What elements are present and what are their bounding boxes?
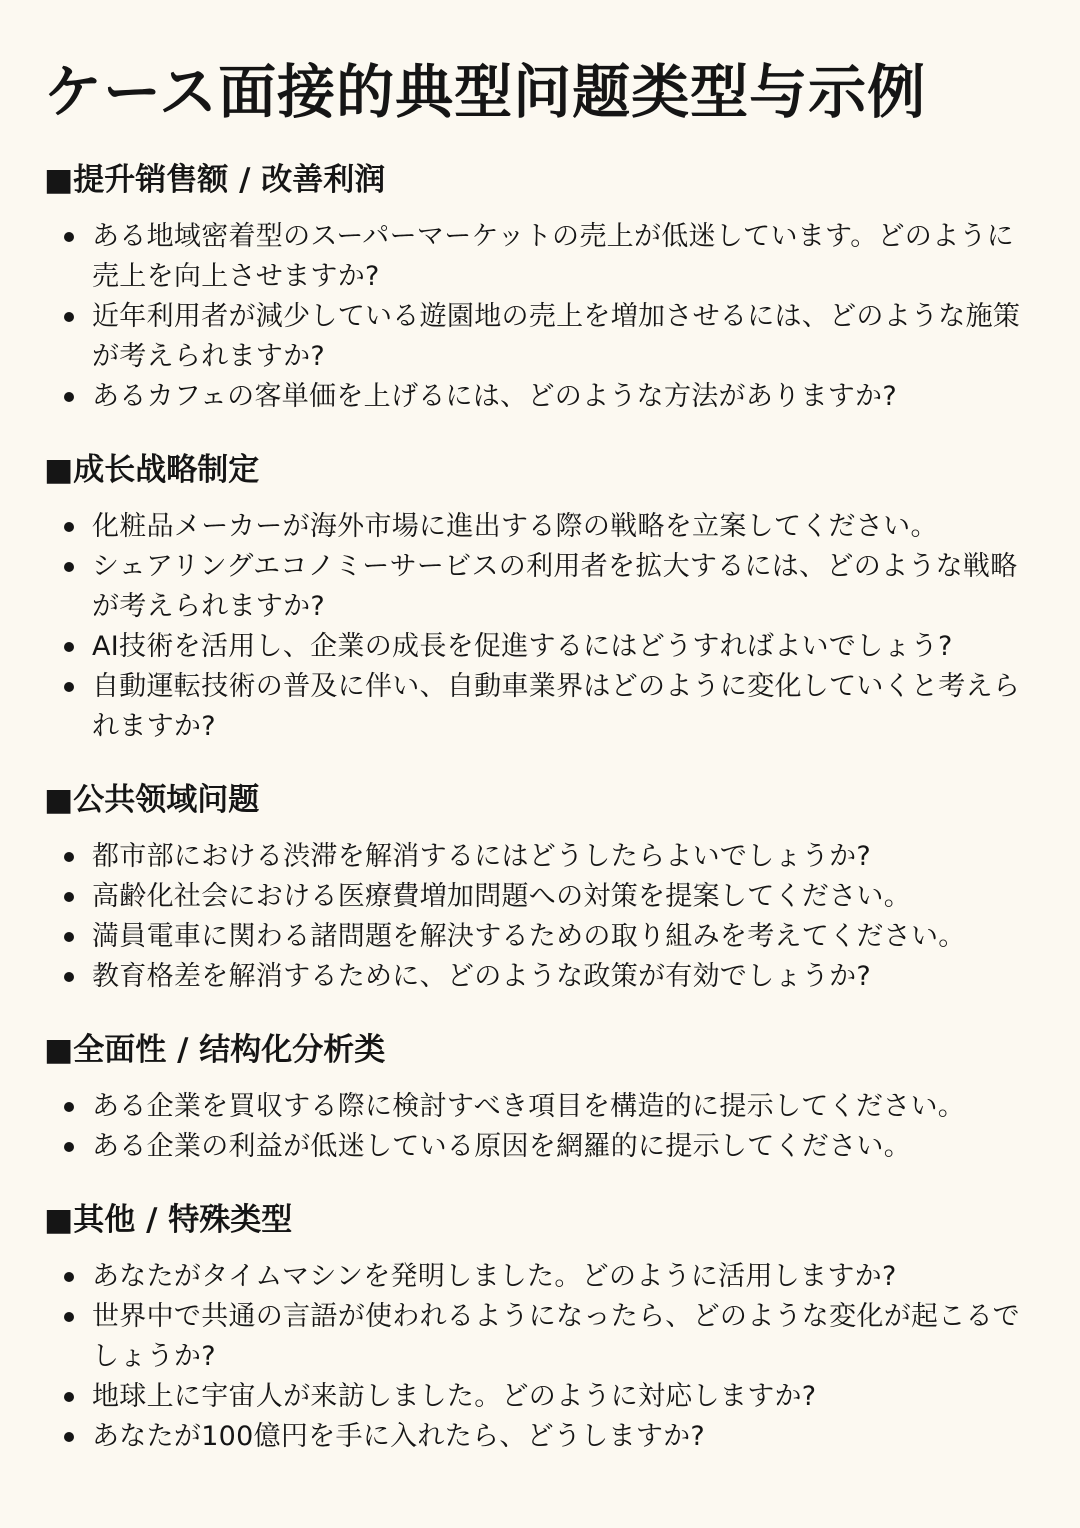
list-item bbox=[44, 547, 1040, 627]
question-text: あなたが100億円を手に入れたら、どうしますか? bbox=[92, 1421, 706, 1452]
question-list bbox=[44, 837, 1040, 997]
question-text: 自動運転技術の普及に伴い、自動車業界はどのように変化していくと考えられますか? bbox=[92, 671, 1021, 742]
question-text: 地球上に宇宙人が来訪しました。どのように対応しますか? bbox=[92, 1381, 817, 1412]
list-item bbox=[44, 1257, 1040, 1297]
list-item bbox=[44, 217, 1040, 297]
bullet-icon bbox=[64, 682, 74, 692]
bullet-icon bbox=[64, 1272, 74, 1282]
bullet-icon bbox=[64, 1102, 74, 1112]
bullet-icon bbox=[64, 562, 74, 572]
bullet-icon bbox=[64, 232, 74, 242]
question-list bbox=[44, 1257, 1040, 1457]
question-text: 都市部における渋滞を解消するにはどうしたらよいでしょうか? bbox=[92, 841, 872, 872]
list-item bbox=[44, 957, 1040, 997]
question-text: ある地域密着型のスーパーマーケットの売上が低迷しています。どのように売上を向上させますか? bbox=[92, 221, 1014, 292]
bullet-icon bbox=[64, 312, 74, 322]
section-public-issues bbox=[44, 780, 1040, 997]
question-text: 満員電車に関わる諸問題を解決するための取り組みを考えてください。 bbox=[92, 921, 966, 952]
list-item bbox=[44, 1417, 1040, 1457]
list-item bbox=[44, 667, 1040, 747]
section-heading: ■其他 / 特殊类型 bbox=[44, 1202, 293, 1238]
bullet-icon bbox=[64, 1432, 74, 1442]
list-item bbox=[44, 1127, 1040, 1167]
question-text: 近年利用者が減少している遊園地の売上を増加させるには、どのような施策が考えられますか? bbox=[92, 301, 1021, 372]
question-text: シェアリングエコノミーサービスの利用者を拡大するには、どのような戦略が考えられますか? bbox=[92, 551, 1018, 622]
list-item bbox=[44, 1087, 1040, 1127]
bullet-icon bbox=[64, 972, 74, 982]
question-text: AI技術を活用し、企業の成長を促進するにはどうすればよいでしょう? bbox=[92, 631, 953, 662]
list-item bbox=[44, 1297, 1040, 1377]
question-list bbox=[44, 1087, 1040, 1167]
list-item bbox=[44, 297, 1040, 377]
list-item bbox=[44, 917, 1040, 957]
list-item bbox=[44, 1377, 1040, 1417]
list-item bbox=[44, 837, 1040, 877]
bullet-icon bbox=[64, 1392, 74, 1402]
bullet-icon bbox=[64, 852, 74, 862]
list-item bbox=[44, 507, 1040, 547]
question-text: あなたがタイムマシンを発明しました。どのように活用しますか? bbox=[92, 1261, 897, 1292]
question-text: 教育格差を解消するために、どのような政策が有効でしょうか? bbox=[92, 961, 872, 992]
question-text: 高齢化社会における医療費増加問題への対策を提案してください。 bbox=[92, 881, 911, 912]
section-sales-profit bbox=[44, 160, 1040, 417]
page-title: ケース面接的典型问题类型与示例 bbox=[44, 58, 927, 126]
section-heading: ■成长战略制定 bbox=[44, 452, 260, 488]
question-text: ある企業を買収する際に検討すべき項目を構造的に提示してください。 bbox=[92, 1091, 966, 1122]
bullet-icon bbox=[64, 1312, 74, 1322]
section-growth-strategy bbox=[44, 450, 1040, 747]
question-text: 化粧品メーカーが海外市場に進出する際の戦略を立案してください。 bbox=[92, 511, 938, 542]
question-list bbox=[44, 217, 1040, 417]
section-heading: ■公共领域问题 bbox=[44, 782, 260, 818]
section-structured-analysis bbox=[44, 1030, 1040, 1167]
list-item bbox=[44, 877, 1040, 917]
section-heading: ■提升销售额 / 改善利润 bbox=[44, 162, 386, 198]
bullet-icon bbox=[64, 642, 74, 652]
question-text: あるカフェの客単価を上げるには、どのような方法がありますか? bbox=[92, 381, 897, 412]
list-item bbox=[44, 627, 1040, 667]
question-text: ある企業の利益が低迷している原因を網羅的に提示してください。 bbox=[92, 1131, 911, 1162]
list-item bbox=[44, 377, 1040, 417]
bullet-icon bbox=[64, 932, 74, 942]
bullet-icon bbox=[64, 392, 74, 402]
bullet-icon bbox=[64, 892, 74, 902]
question-text: 世界中で共通の言語が使われるようになったら、どのような変化が起こるでしょうか? bbox=[92, 1301, 1020, 1372]
section-special-types bbox=[44, 1200, 1040, 1457]
bullet-icon bbox=[64, 1142, 74, 1152]
section-heading: ■全面性 / 结构化分析类 bbox=[44, 1032, 386, 1068]
bullet-icon bbox=[64, 522, 74, 532]
question-list bbox=[44, 507, 1040, 747]
